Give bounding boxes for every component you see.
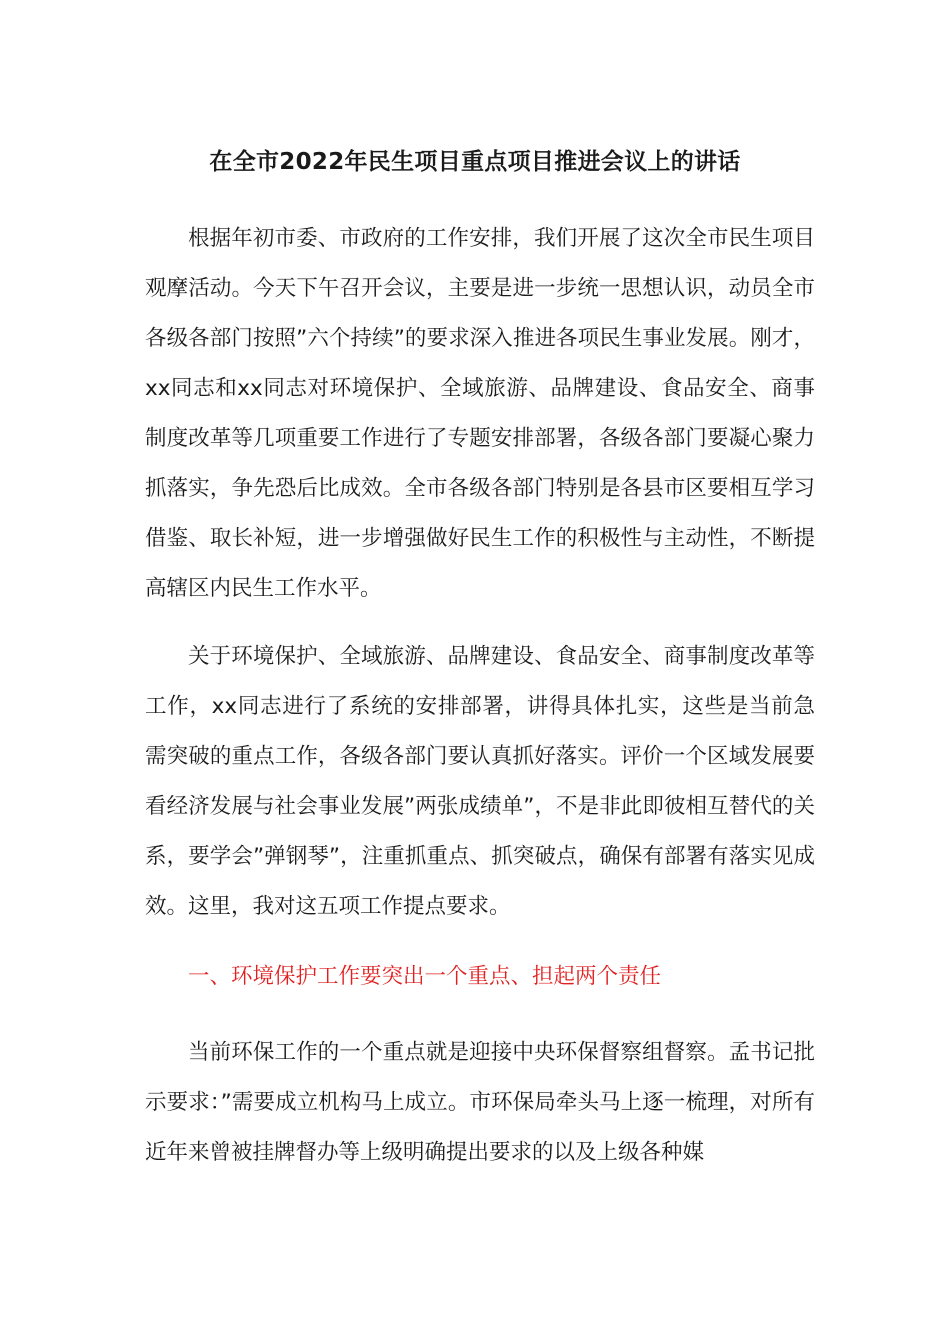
document-title: 在全市2022年民生项目重点项目推进会议上的讲话 (209, 149, 741, 175)
section-heading-1: 一、环境保护工作要突出一个重点、担起两个责任 (188, 964, 662, 989)
body-paragraph-2: 关于环境保护、全域旅游、品牌建设、食品安全、商事制度改革等工作，xx同志进行了系统的安排部署，讲得具体扎实，这些是当前急需突破的重点工作，各级各部门要认真抓好落实。评价一个区域发展要看经济发展与社会事业发展”两张成绩单”，不是非此即彼相互替代的关系，要学会”弹钢琴”，注重抓重点、抓突破点，确保有部署有落实见成效。这里，我对这五项工作提点要求。 (145, 644, 815, 919)
body-paragraph-1: 根据年初市委、市政府的工作安排，我们开展了这次全市民生项目观摩活动。今天下午召开会议，主要是进一步统一思想认识，动员全市各级各部门按照”六个持续”的要求深入推进各项民生事业发展。刚才，xx同志和xx同志对环境保护、全域旅游、品牌建设、食品安全、商事制度改革等几项重要工作进行了专题安排部署，各级各部门要凝心聚力抓落实，争先恐后比成效。全市各级各部门特别是各县市区要相互学习借鉴、取长补短，进一步增强做好民生工作的积极性与主动性，不断提高辖区内民生工作水平。 (145, 226, 815, 601)
section-paragraph-1: 当前环保工作的一个重点就是迎接中央环保督察组督察。孟书记批示要求：”需要成立机构马上成立。市环保局牵头马上逐一梳理，对所有近年来曾被挂牌督办等上级明确提出要求的以及上级各种媒 (145, 1040, 815, 1165)
